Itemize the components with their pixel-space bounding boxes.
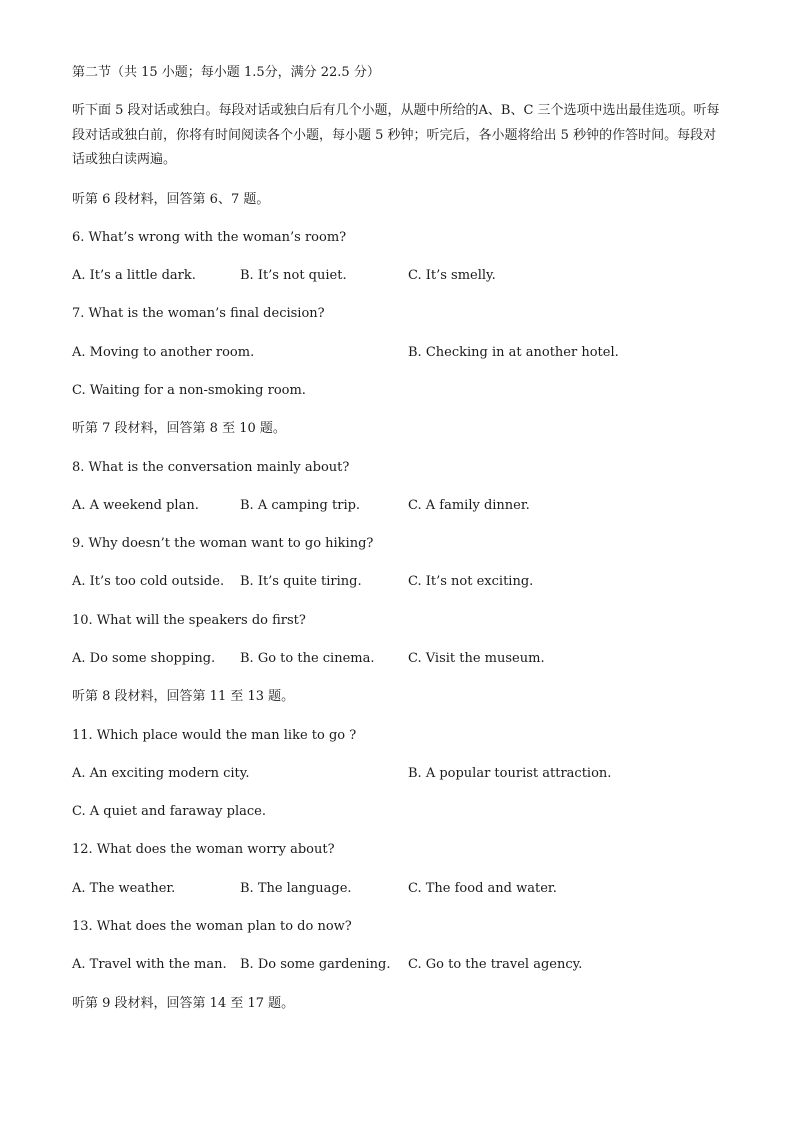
question-6-option-c[interactable]: C. It’s smelly. [408,268,496,283]
question-11-stem: 11. Which place would the man like to go ? [72,728,357,743]
question-8-option-c[interactable]: C. A family dinner. [408,498,530,513]
question-8-option-b[interactable]: B. A camping trip. [240,498,361,513]
question-6-stem: 6. What’s wrong with the woman’s room? [72,230,347,245]
question-12-option-b[interactable]: B. The language. [240,881,352,896]
question-9-option-a[interactable]: A. It’s too cold outside. [72,574,225,589]
section-header: 第二节（共 15 小题；每小题 1.5分，满分 22.5 分） [72,65,380,80]
question-7-option-a[interactable]: A. Moving to another room. [72,345,255,360]
question-7-option-b[interactable]: B. Checking in at another hotel. [408,345,619,360]
question-10-option-a[interactable]: A. Do some shopping. [72,651,216,666]
question-7-stem: 7. What is the woman’s final decision? [72,306,325,321]
question-7-option-c[interactable]: C. Waiting for a non-smoking room. [72,383,306,398]
group-heading-9: 听第 9 段材料，回答第 14 至 17 题。 [72,996,295,1011]
question-9-option-c[interactable]: C. It’s not exciting. [408,574,534,589]
question-12-stem: 12. What does the woman worry about? [72,842,335,857]
question-6-option-a[interactable]: A. It’s a little dark. [72,268,196,283]
question-10-stem: 10. What will the speakers do first? [72,613,306,628]
question-13-stem: 13. What does the woman plan to do now? [72,919,352,934]
question-13-option-c[interactable]: C. Go to the travel agency. [408,957,583,972]
question-10-option-b[interactable]: B. Go to the cinema. [240,651,375,666]
group-heading-7: 听第 7 段材料，回答第 8 至 10 题。 [72,421,286,436]
question-11-option-c[interactable]: C. A quiet and faraway place. [72,804,266,819]
question-12-option-a[interactable]: A. The weather. [72,881,176,896]
question-11-option-a[interactable]: A. An exciting modern city. [72,766,250,781]
group-heading-6: 听第 6 段材料，回答第 6、7 题。 [72,192,270,207]
question-13-option-b[interactable]: B. Do some gardening. [240,957,391,972]
question-8-option-a[interactable]: A. A weekend plan. [72,498,199,513]
question-11-option-b[interactable]: B. A popular tourist attraction. [408,766,612,781]
question-10-option-c[interactable]: C. Visit the museum. [408,651,545,666]
group-heading-8: 听第 8 段材料，回答第 11 至 13 题。 [72,689,295,704]
question-9-stem: 9. Why doesn’t the woman want to go hiking? [72,536,374,551]
question-13-option-a[interactable]: A. Travel with the man. [72,957,227,972]
question-9-option-b[interactable]: B. It’s quite tiring. [240,574,362,589]
question-6-option-b[interactable]: B. It’s not quiet. [240,268,347,283]
question-8-stem: 8. What is the conversation mainly about? [72,460,350,475]
question-12-option-c[interactable]: C. The food and water. [408,881,557,896]
instructions: 听下面 5 段对话或独白。每段对话或独白后有几个小题，从题中所给的A、B、C 三个选项中选出最佳选项。听每段对话或独白前，你将有时间阅读各个小题，每小题 5 秒钟；听完后，各小题将给出 5 秒钟的作答时间。每段对话或独白读两遍。 [72,103,720,167]
